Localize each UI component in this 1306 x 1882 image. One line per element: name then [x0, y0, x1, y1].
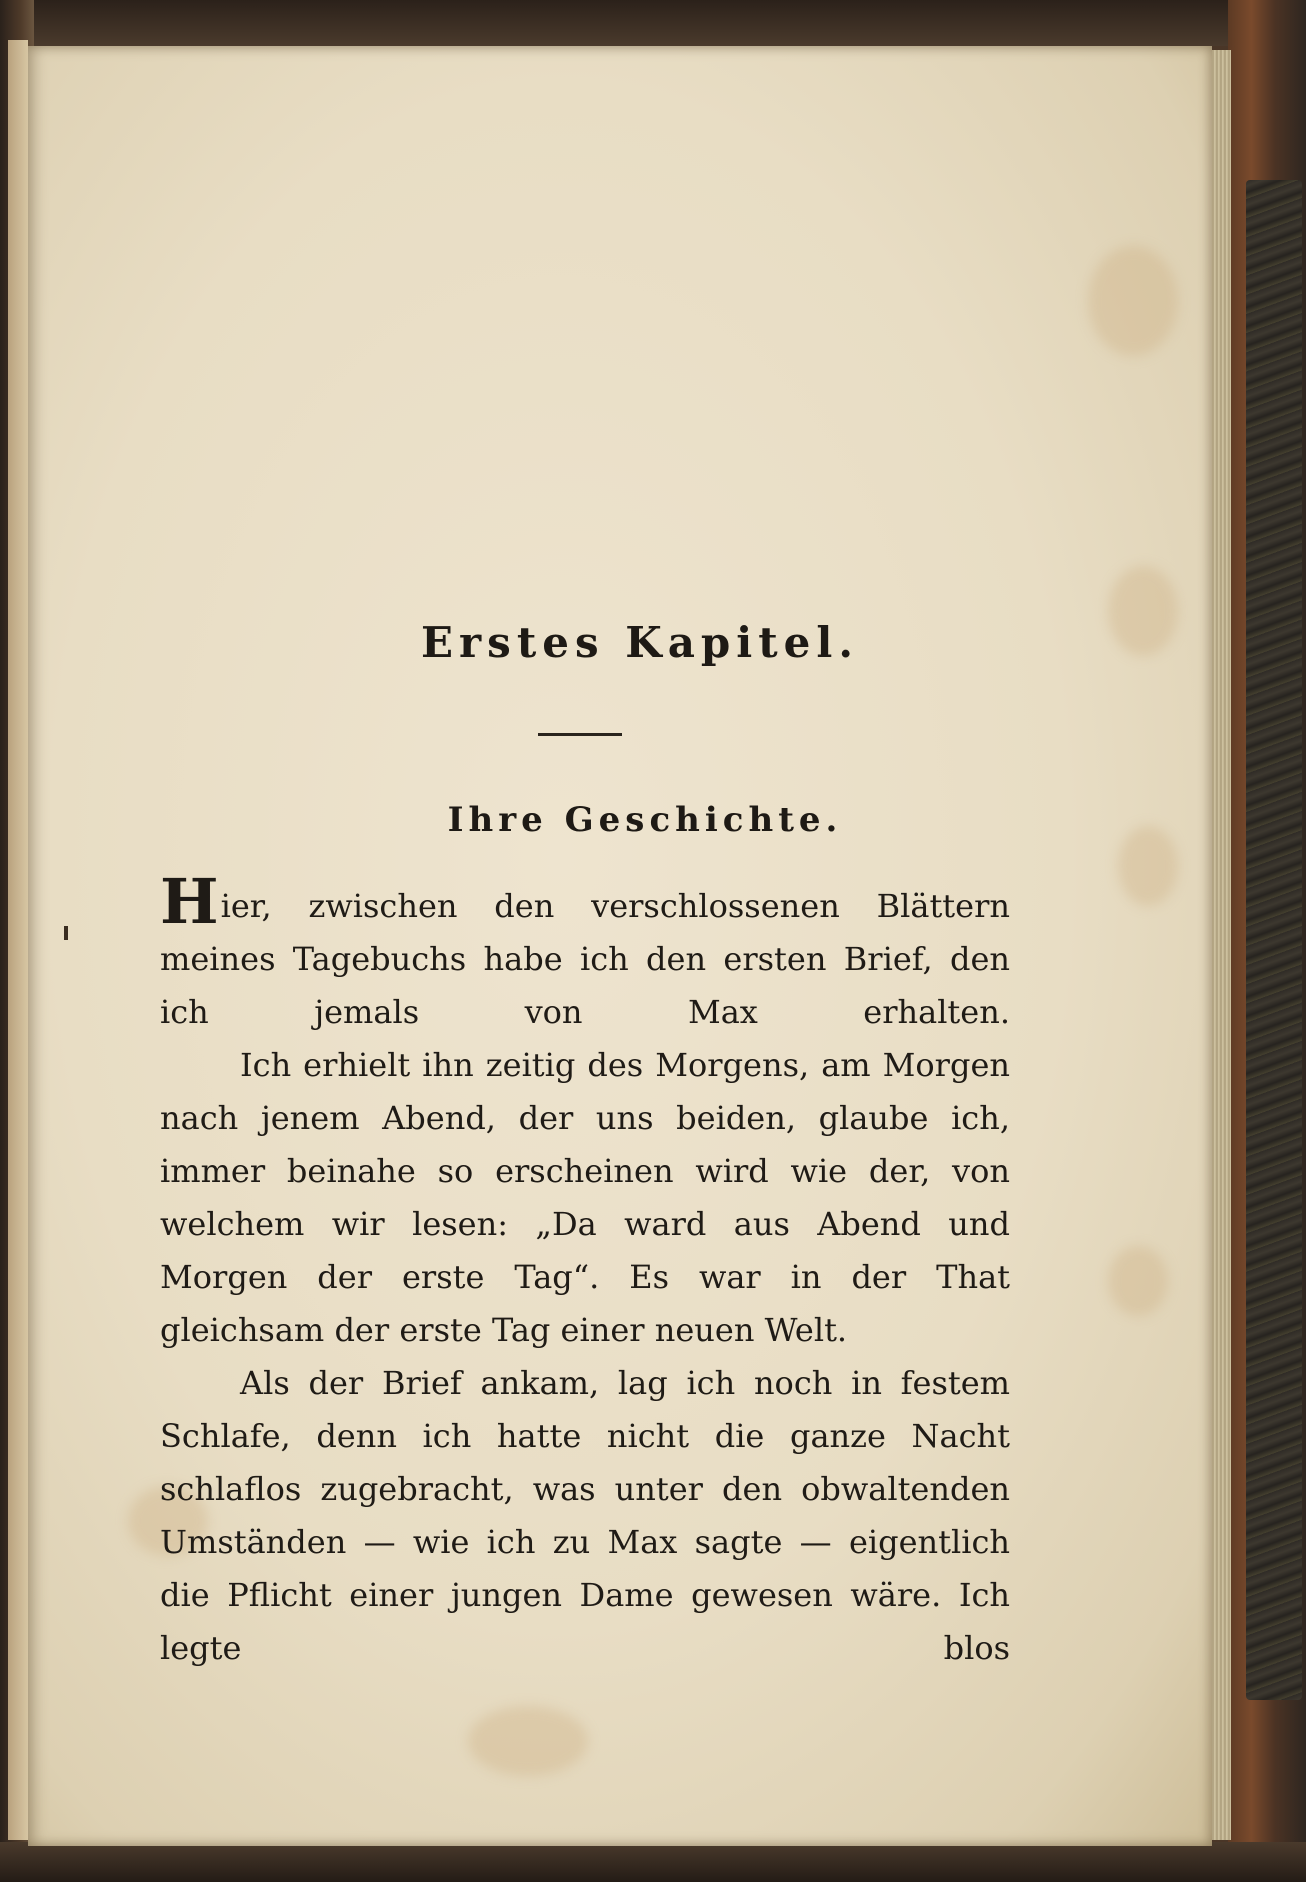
- right-leather-cover: [1228, 0, 1306, 1882]
- chapter-title: Erstes Kapitel.: [421, 618, 859, 667]
- foxing-stain: [1108, 1246, 1168, 1316]
- body-text: [160, 865, 1010, 1675]
- foxing-stain: [1088, 246, 1178, 356]
- chapter-rule: [538, 733, 622, 736]
- bottom-binding-edge: [0, 1842, 1306, 1882]
- foxing-stain: [1108, 566, 1178, 656]
- drop-cap: H: [160, 865, 219, 938]
- gutter-mark: [64, 926, 68, 940]
- paragraph: [160, 865, 1010, 1039]
- paragraph: [160, 1039, 1010, 1357]
- foxing-stain: [1118, 826, 1178, 906]
- chapter-subtitle: Ihre Geschichte.: [447, 800, 843, 840]
- paragraph-text: Als der Brief ankam, lag ich noch in festem Schlafe, denn ich hatte nicht die ganze Nacht schlaflos zugebracht, was unter den obwaltenden Umständen — wie ich zu Max sagte — eigentlich die Pflicht einer jungen Dame gewesen wäre. Ich legte blos: [160, 1364, 1010, 1667]
- paragraph: [160, 1357, 1010, 1675]
- paragraph-text: ier, zwischen den verschlossenen Blättern meines Tagebuchs habe ich den ersten Brief, den ich jemals von Max erhalten.: [160, 887, 1010, 1031]
- paragraph-text: Ich erhielt ihn zeitig des Morgens, am Morgen nach jenem Abend, der uns beiden, glaube ich, immer beinahe so erscheinen wird wie der, von welchem wir lesen: „Da ward aus Abend und Morgen der erste Tag“. Es war in der That gleichsam der erste Tag einer neuen Welt.: [160, 1046, 1010, 1349]
- left-page-sliver: [8, 40, 28, 1840]
- top-binding-edge: [0, 0, 1306, 46]
- foxing-stain: [468, 1706, 588, 1776]
- marbled-board: [1246, 180, 1302, 1700]
